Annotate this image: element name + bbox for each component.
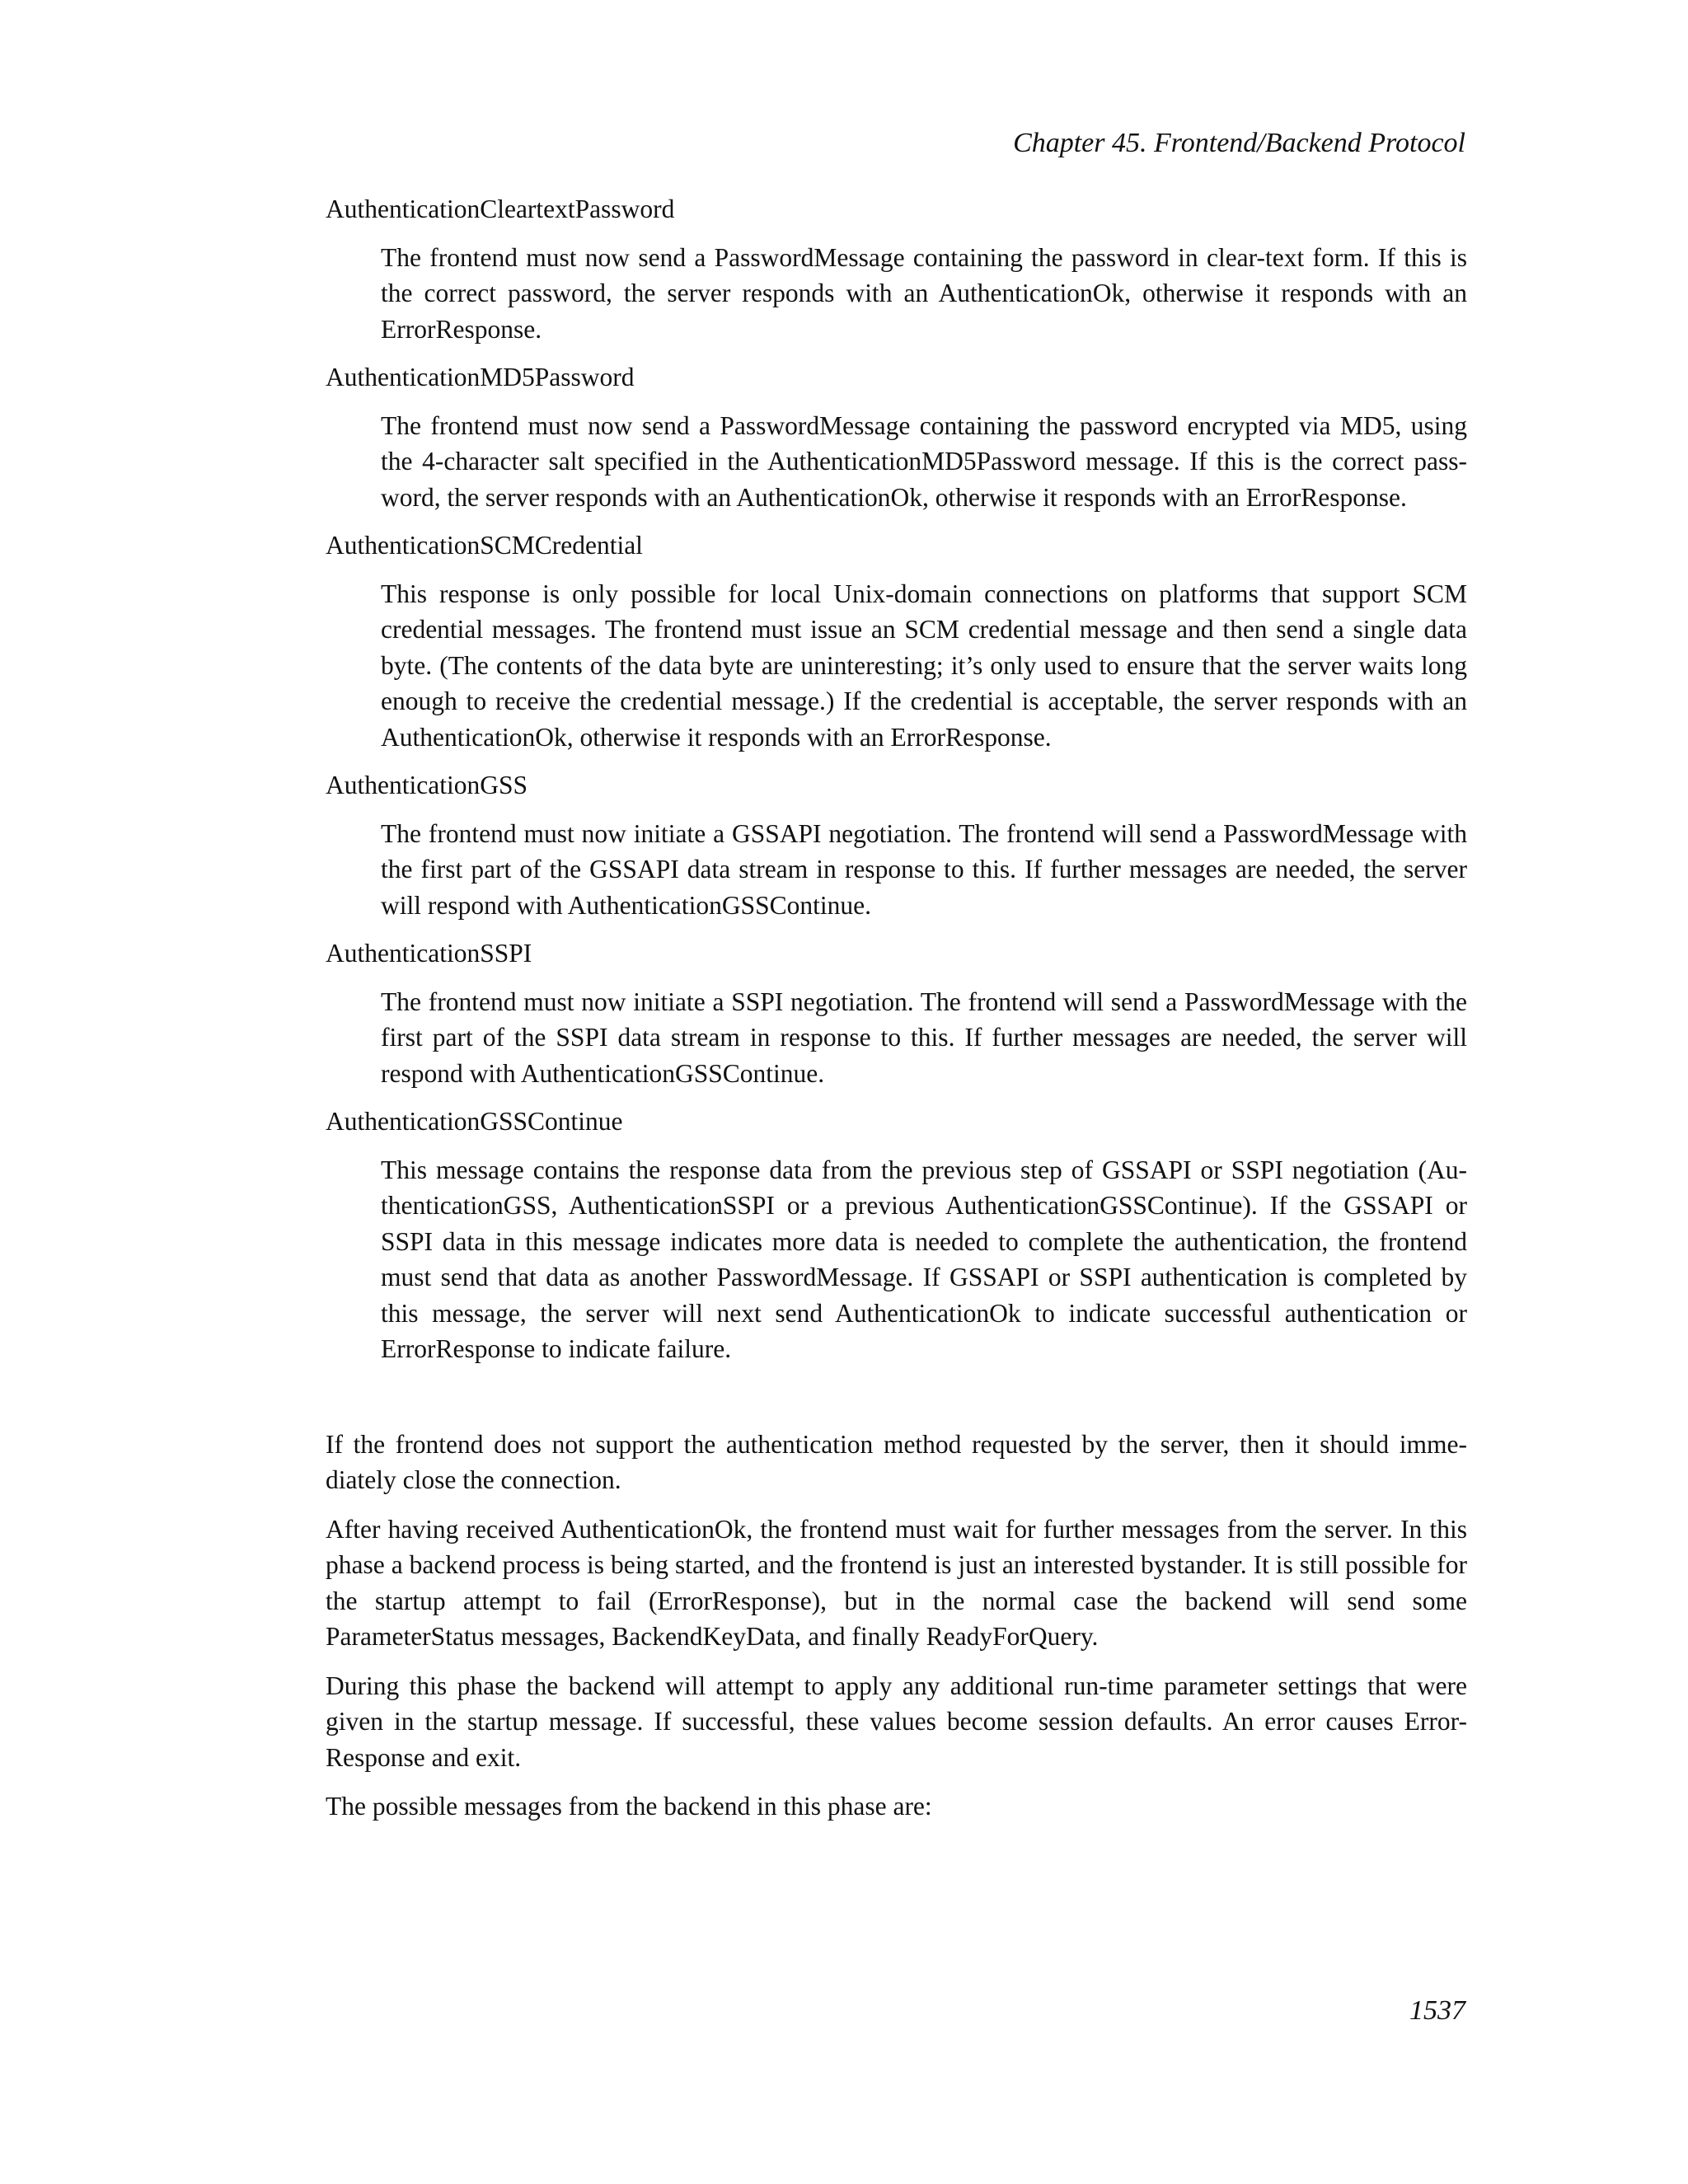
term-md5-password: AuthenticationMD5Password [326,363,635,391]
definition-md5-password: The frontend must now send a PasswordMessage containing the password encrypted via MD5, using the 4-character salt specified in the AuthenticationMD5Password message. If this is the correct pass-word, the server responds with an AuthenticationOk, otherwise it responds with an ErrorResponse. [381,410,1467,512]
definition-gss: The frontend must now initiate a GSSAPI negotiation. The frontend will send a PasswordMessage with the first part of the GSSAPI data stream in response to this. If further messages are needed, the server will respond with AuthenticationGSSContinue. [381,818,1467,920]
definition-cleartext-password: The frontend must now send a PasswordMessage containing the password in clear-text form. If this is the correct password, the server responds with an AuthenticationOk, otherwise it responds with an ErrorResponse. [381,242,1467,344]
page-content [326,191,1467,1838]
paragraph-runtime-parameters: During this phase the backend will attempt to apply any additional run-time parameter settings that were given in the startup message. If successful, these values become session defaults. An error causes Error-Response and exit. [326,1671,1467,1772]
paragraph-after-authentication-ok: After having received AuthenticationOk, the frontend must wait for further messages from the server. In this phase a backend process is being started, and the frontend is just an interested bystander. It is still possible for the startup attempt to fail (ErrorResponse), but in the normal case the backend will send some ParameterStatus messages, BackendKeyData, and finally ReadyForQuery. [326,1514,1467,1651]
term-scm-credential: AuthenticationSCMCredential [326,531,643,560]
paragraph-possible-messages: The possible messages from the backend in this phase are: [326,1792,932,1821]
running-header: Chapter 45. Frontend/Backend Protocol [1013,128,1465,158]
term-gss-continue: AuthenticationGSSContinue [326,1107,623,1136]
definition-sspi: The frontend must now initiate a SSPI negotiation. The frontend will send a PasswordMessage with the first part of the SSPI data stream in response to this. If further messages are needed, the server will respond with AuthenticationGSSContinue. [381,987,1467,1088]
definition-gss-continue: This message contains the response data from the previous step of GSSAPI or SSPI negotiation (Au-thenticationGSS, AuthenticationSSPI or a previous AuthenticationGSSContinue). If the GSSAPI or SSPI data in this message indicates more data is needed to complete the authentication, the frontend must send that data as another PasswordMessage. If GSSAPI or SSPI authentication is completed by this message, the server will next send AuthenticationOk to indicate successful authentication or ErrorResponse to indicate failure. [381,1155,1467,1363]
definition-scm-credential: This response is only possible for local Unix-domain connections on platforms that support SCM credential messages. The frontend must issue an SCM credential message and then send a single data byte. (The contents of the data byte are uninteresting; it’s only used to ensure that the server waits long enough to receive the credential message.) If the credential is acceptable, the server responds with an AuthenticationOk, otherwise it responds with an ErrorResponse. [381,579,1467,752]
page-number: 1537 [1409,1995,1465,2026]
paragraph-unsupported-method: If the frontend does not support the authentication method requested by the server, then it should imme-diately close the connection. [326,1429,1467,1494]
term-gss: AuthenticationGSS [326,771,528,799]
definition-list [326,191,1467,1367]
term-sspi: AuthenticationSSPI [326,939,532,968]
term-cleartext-password: AuthenticationCleartextPassword [326,194,675,223]
